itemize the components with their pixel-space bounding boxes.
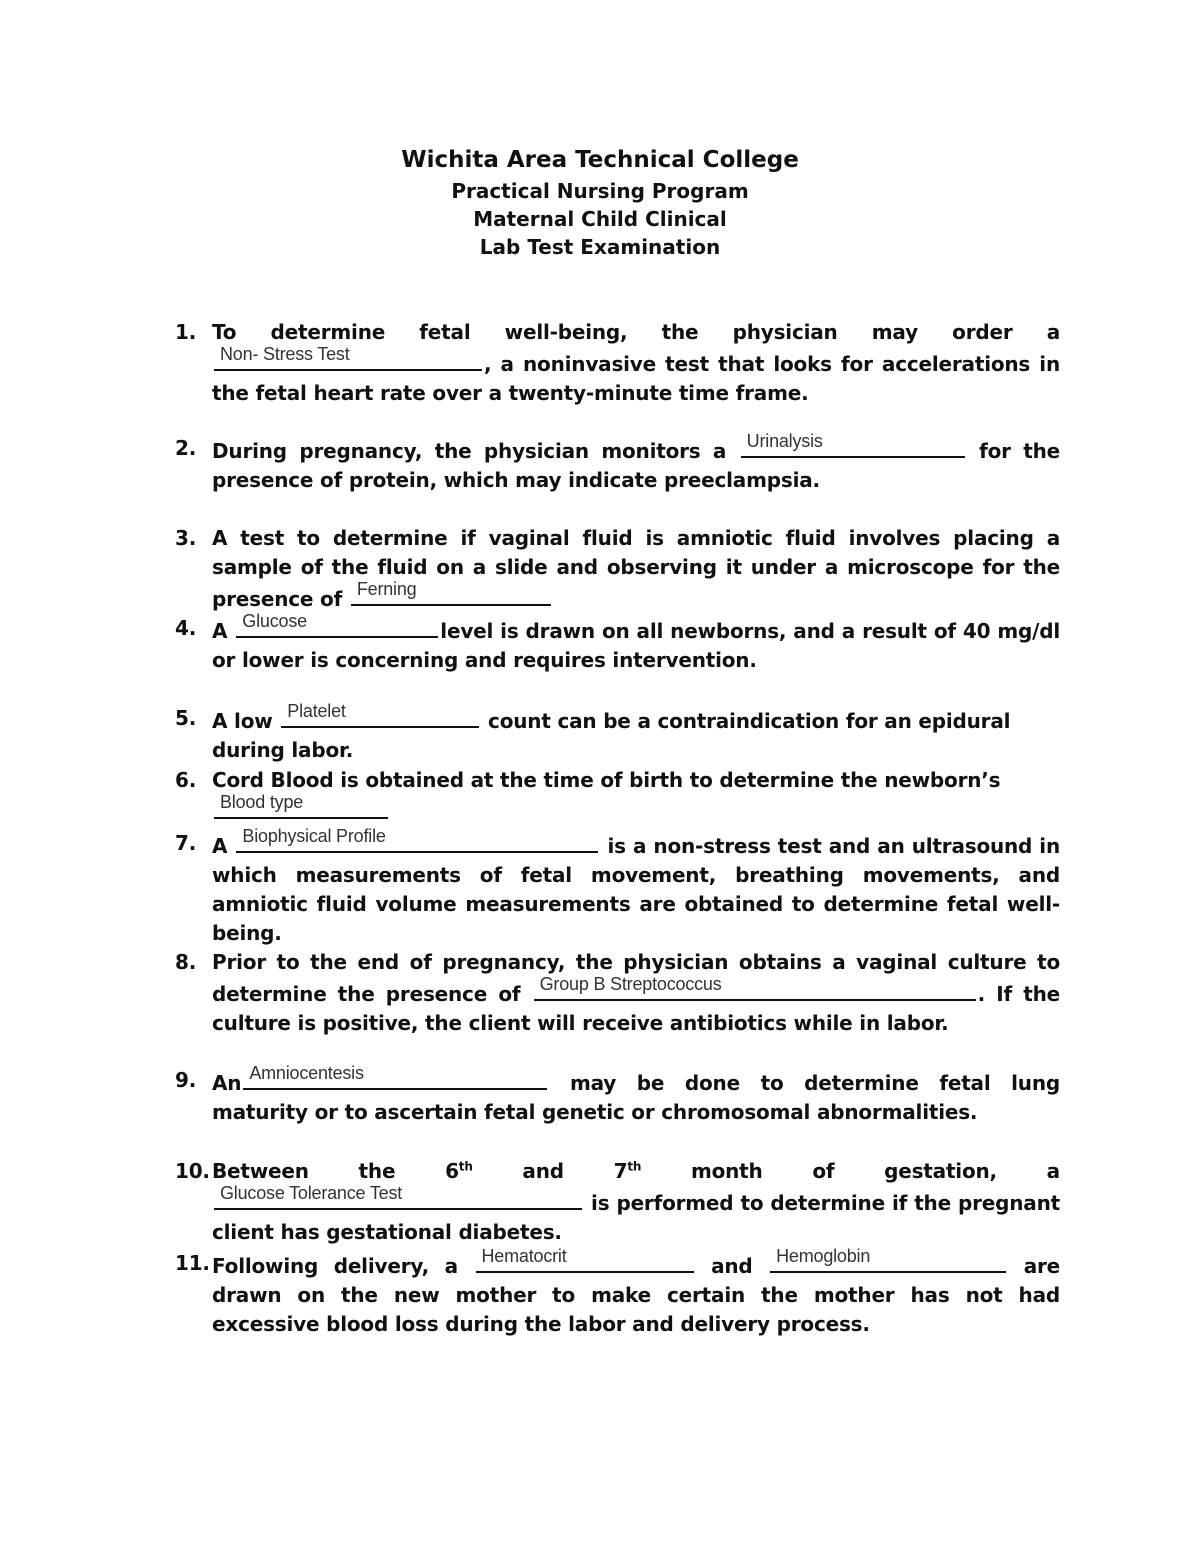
question-6 (175, 766, 1060, 827)
question-3 (175, 524, 1060, 614)
question-text: level is drawn on all newborns, and a result of 40 mg/dl or lower is concerning and requires intervention. (212, 619, 1061, 672)
answer-blank[interactable] (236, 826, 598, 853)
question-number: 3. (175, 526, 197, 550)
question-text: Prior to the end of pregnancy, the physician obtains a vaginal culture to determine the presence of (212, 950, 1060, 1006)
question-2 (175, 431, 1061, 495)
answer-blank[interactable] (770, 1246, 1006, 1273)
college-name: Wichita Area Technical College (401, 147, 799, 173)
question-text: and (711, 1254, 753, 1278)
question-text: During pregnancy, the physician monitors a (212, 439, 727, 463)
question-text: A (212, 834, 228, 858)
question-7 (175, 826, 1060, 948)
answer-text: Hematocrit (481, 1246, 567, 1266)
question-1 (175, 318, 1060, 408)
answer-blank[interactable] (214, 792, 388, 819)
question-number: 11. (175, 1251, 210, 1275)
question-10 (175, 1157, 1060, 1247)
question-text: A low (212, 709, 273, 733)
answer-blank[interactable] (741, 431, 965, 458)
answer-blank[interactable] (476, 1246, 694, 1273)
question-number: 9. (175, 1068, 197, 1092)
question-text: for the presence of protein, which may indicate preeclampsia. (212, 439, 1061, 492)
question-number: 6. (175, 768, 197, 792)
question-text: month of gestation, a (641, 1159, 1060, 1183)
answer-text: Hemoglobin (776, 1246, 871, 1266)
question-text: A (212, 619, 228, 643)
question-9 (175, 1063, 1060, 1127)
question-8 (175, 948, 1060, 1038)
question-number: 10. (175, 1159, 210, 1183)
answer-blank[interactable] (243, 1063, 547, 1090)
answer-text: Non- Stress Test (220, 344, 350, 364)
question-number: 7. (175, 831, 197, 855)
answer-blank[interactable] (214, 344, 482, 371)
answer-text: Urinalysis (746, 431, 823, 451)
question-text: is a non-stress test and an ultrasound in which measurements of fetal movement, breathing movements, and amniotic fluid volume measurements are obtained to determine fetal well-being. (212, 834, 1060, 945)
question-4 (175, 611, 1061, 675)
answer-text: Glucose Tolerance Test (220, 1183, 403, 1203)
answer-blank[interactable] (351, 579, 551, 606)
question-text: may be done to determine fetal lung maturity or to ascertain fetal genetic or chromosomal abnormalities. (212, 1071, 1060, 1124)
answer-blank[interactable] (236, 611, 438, 638)
program-name: Practical Nursing Program (451, 179, 749, 203)
exam-title: Lab Test Examination (479, 235, 721, 259)
question-number: 5. (175, 706, 197, 730)
answer-text: Amniocentesis (249, 1063, 364, 1083)
answer-text: Biophysical Profile (242, 826, 386, 846)
answer-text: Platelet (287, 701, 346, 721)
question-text: A test to determine if vaginal fluid is amniotic fluid involves placing a sample of the fluid on a slide and observing it under a microscope for the presence of (212, 526, 1060, 611)
answer-text: Ferning (356, 579, 417, 599)
document-header (0, 143, 1200, 261)
question-text: Cord Blood is obtained at the time of birth to determine the newborn’s (212, 768, 1001, 792)
answer-text: Blood type (220, 792, 304, 812)
question-number: 1. (175, 320, 197, 344)
answer-blank[interactable] (281, 701, 479, 728)
superscript: th (627, 1159, 642, 1174)
question-text: . If the culture is positive, the client will receive antibiotics while in labor. (212, 982, 1061, 1035)
question-text: , a noninvasive test that looks for accelerations in the fetal heart rate over a twenty-minute time frame. (212, 352, 1060, 405)
question-text: An (212, 1071, 242, 1095)
answer-blank[interactable] (534, 974, 976, 1001)
question-text: and 7 (472, 1159, 628, 1183)
question-text: count can be a contraindication for an epidural during labor. (212, 709, 1011, 762)
question-number: 4. (175, 616, 197, 640)
answer-text: Glucose (242, 611, 307, 631)
course-name: Maternal Child Clinical (473, 207, 727, 231)
question-text: is performed to determine if the pregnant client has gestational diabetes. (212, 1191, 1060, 1244)
question-text: Between the 6 (212, 1159, 459, 1183)
question-number: 2. (175, 436, 197, 460)
question-text: Following delivery, a (212, 1254, 458, 1278)
answer-blank[interactable] (214, 1183, 582, 1210)
question-5 (175, 701, 1060, 765)
question-text: are drawn on the new mother to make certain the mother has not had excessive blood loss during the labor and delivery process. (212, 1254, 1061, 1336)
answer-text: Group B Streptococcus (539, 974, 722, 994)
question-text: To determine fetal well-being, the physician may order a (212, 320, 1060, 344)
question-11 (175, 1246, 1061, 1339)
question-number: 8. (175, 950, 197, 974)
superscript: th (458, 1159, 473, 1174)
